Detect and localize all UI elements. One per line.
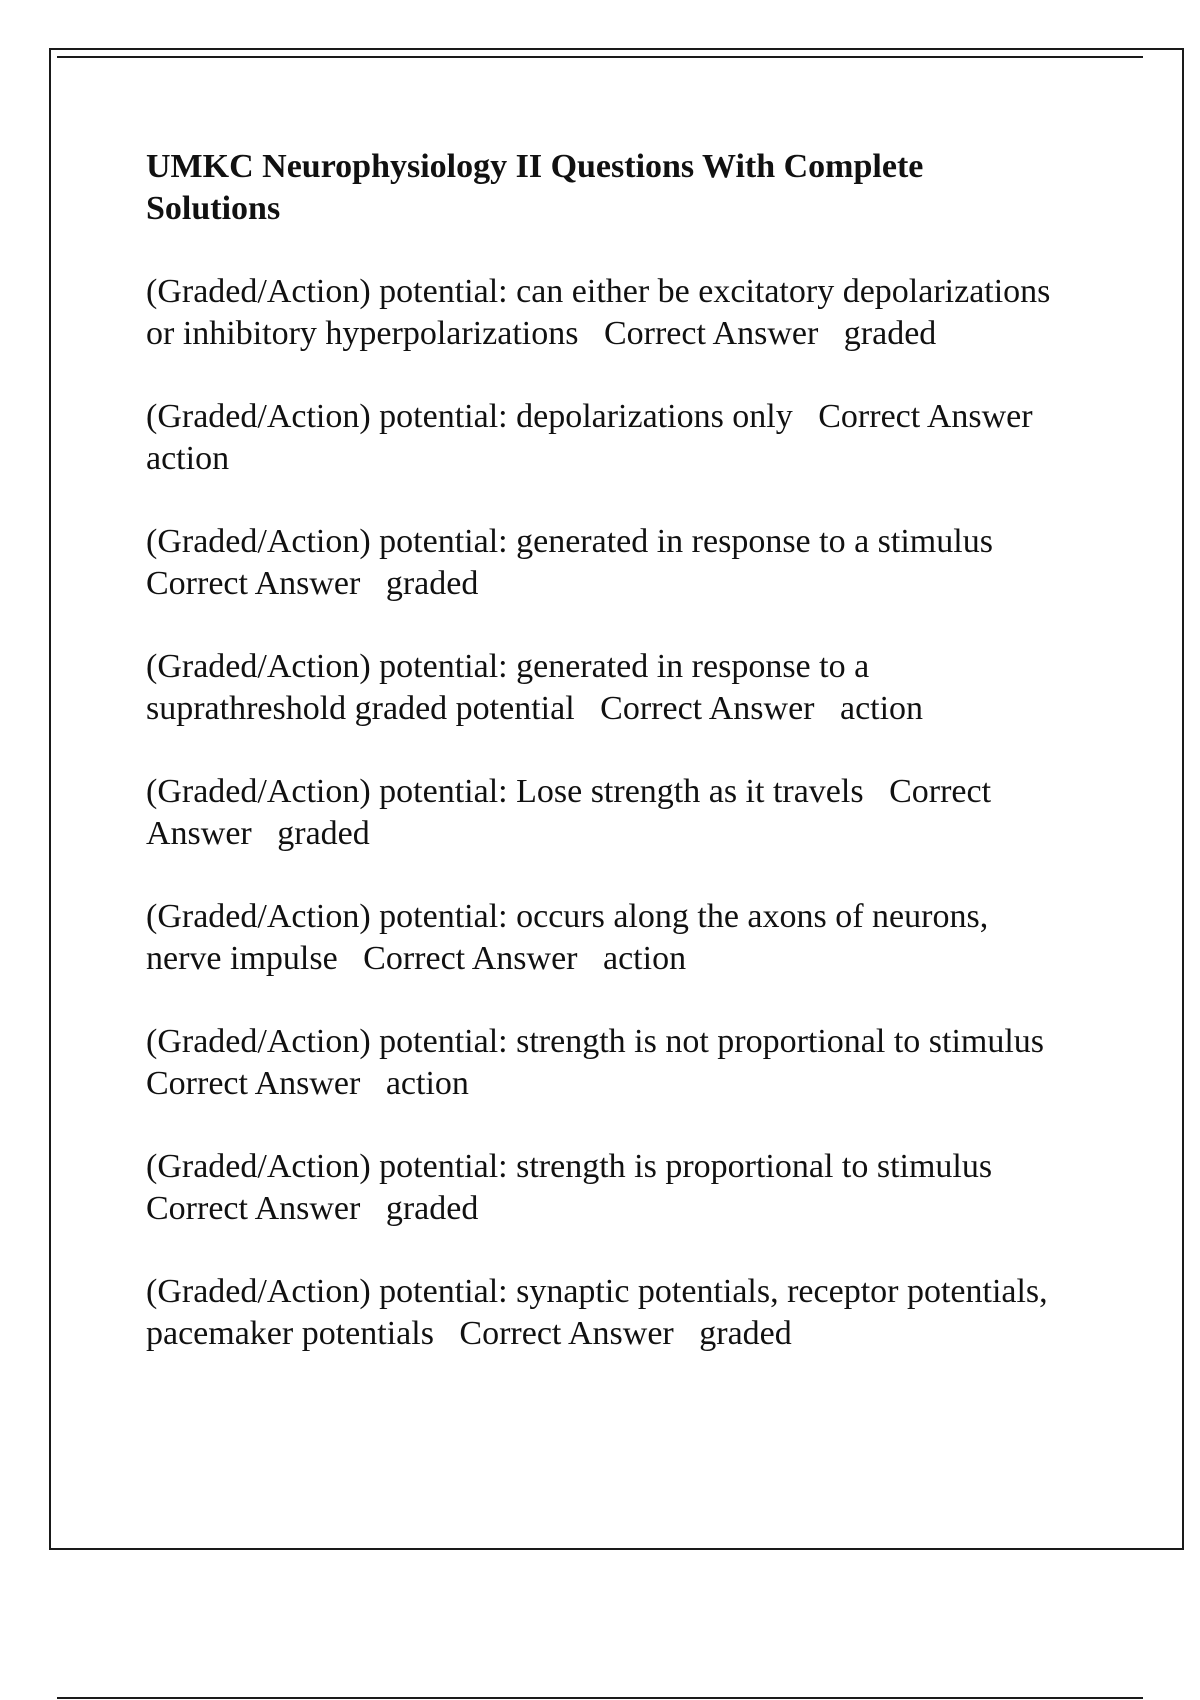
bottom-rule xyxy=(57,1697,1143,1699)
document-title: UMKC Neurophysiology II Questions With Complete Solutions xyxy=(146,148,924,227)
qa-item: (Graded/Action) potential: generated in response to a stimulus Correct Answer graded xyxy=(146,523,1019,602)
qa-item: (Graded/Action) potential: synaptic potentials, receptor potentials, pacemaker potentials Correct Answer graded xyxy=(146,1273,1057,1352)
qa-item: (Graded/Action) potential: occurs along the axons of neurons, nerve impulse Correct Answer action xyxy=(146,898,997,977)
qa-item: (Graded/Action) potential: depolarizations only Correct Answer action xyxy=(146,398,1059,477)
document-body xyxy=(146,146,1070,1396)
top-rule xyxy=(57,56,1143,58)
qa-item: (Graded/Action) potential: Lose strength as it travels Correct Answer graded xyxy=(146,773,998,852)
qa-item: (Graded/Action) potential: can either be excitatory depolarizations or inhibitory hyperpolarizations Correct Answer graded xyxy=(146,273,1059,352)
qa-item: (Graded/Action) potential: strength is proportional to stimulus Correct Answer graded xyxy=(146,1148,1018,1227)
qa-item: (Graded/Action) potential: strength is not proportional to stimulus Correct Answer action xyxy=(146,1023,1070,1102)
qa-item: (Graded/Action) potential: generated in response to a suprathreshold graded potential Correct Answer action xyxy=(146,648,924,727)
